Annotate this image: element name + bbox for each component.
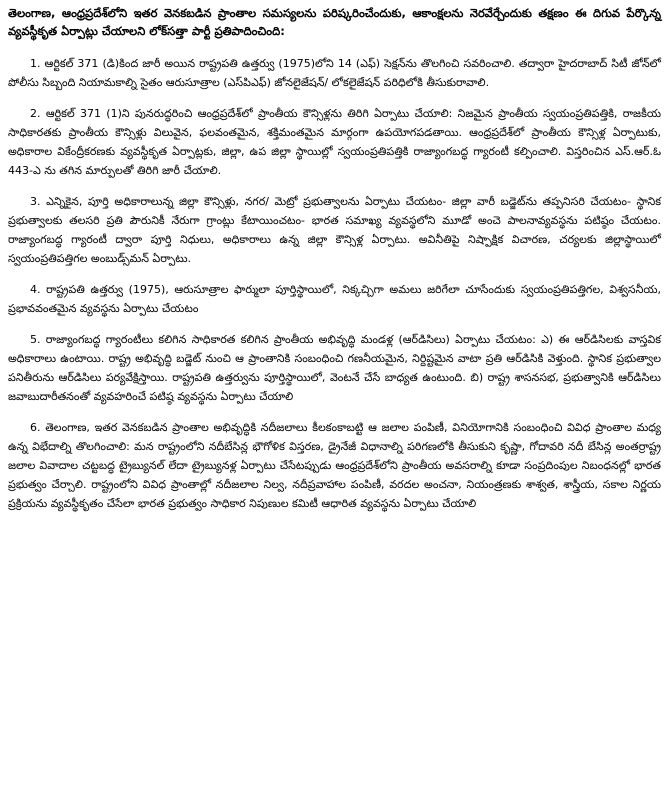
point-text: రాష్ట్రపతి ఉత్తర్వు (1975), ఆరుసూత్రాల ఫార్ములా పూర్తిస్థాయిలో, నిక్కచ్చిగా అమలు జరిగేలా చూసేందుకు స్వయంప్రతిపత్తిగల, విశ్వసనీయ, ప్రభావవంతమైన వ్యవస్థను ఏర్పాటు చేయటం <box>8 283 662 315</box>
point-2 <box>8 104 661 180</box>
point-text: ఎన్నికైన, పూర్తి అధికారాలున్న జిల్లా కౌన్సిళ్లు, నగర/ మెట్రో ప్రభుత్వాలను ఏర్పాటు చేయటం- జిల్లా వారీ బడ్జెట్‌ను తప్పనిసరి చేయటం- స్థానిక ప్రభుత్వాలకు తలసరి ప్రతి పౌరునికీ నేరుగా గ్రాంట్లు కేటాయించటం- భారత సమాఖ్య వ్యవస్థలోని మూడో అంచె పాలనావ్యవస్థను పటిష్ఠం చేయటం. రాజ్యాంగబద్ధ గ్యారంటీ ద్వారా పూర్తి నిధులు, అధికారాలు ఉన్న జిల్లా కౌన్సిళ్ల ఏర్పాటు. అవినీతిపై నిష్పాక్షిక విచారణ, చర్యలకు జిల్లాస్థాయిలో స్వయంప్రతిపత్తిగల అంబుడ్స్‌మన్ ఏర్పాటు. <box>8 195 661 265</box>
point-text: తెలంగాణ, ఇతర వెనకబడిన ప్రాంతాల అభివృద్ధికి నదీజలాలు కీలకంకాబట్టి ఆ జలాల పంపిణీ, వినియోగానికి సంబంధించి వివిధ ప్రాంతాల మధ్య ఉన్న విభేదాల్ని తొలగించాలి: మన రాష్ట్రంలోని నదీబేసిన్ల భౌగోళిక విస్తరణ, డ్రైనేజీ విధానాల్ని పరిగణలోకి తీసుకుని కృష్ణా, గోదావరి నదీ బేసిన్ల అంతర్రాష్ట్ర జలాల వివాదాల చట్టబద్ధ ట్రైబ్యునల్ లేదా ట్రైబ్యునళ్ల ఏర్పాటు చేసేటప్పుడు ఆంధ్రప్రదేశ్‌లోని ప్రాంతీయ అవసరాల్ని కూడా సంప్రదింపుల నిబంధనల్లో భారత ప్రభుత్వం చేర్చాలి. రాష్ట్రంలోని వివిధ ప్రాంతాల్లో నదీజలాల నిల్వ, నదీప్రవాహాల పంపిణీ, వరదల అంచనా, నియంత్రణకు శాశ్వత, శాస్త్రీయ, సకాల నిర్ణయ ప్రక్రియను వ్యవస్థీకృతం చేసేలా భారత ప్రభుత్వం సాధికార నిపుణుల కమిటీ ఆధారిత వ్యవస్థను ఏర్పాటు చేయాలి <box>8 421 661 510</box>
point-3 <box>8 192 661 268</box>
point-number: 1. <box>30 57 41 70</box>
point-5 <box>8 330 661 406</box>
point-text: ఆర్టికల్ 371 (డి)కింద జారీ అయిన రాష్ట్రపతి ఉత్తర్వు (1975)లోని 14 (ఎఫ్) సెక్షన్‌ను తొలగించి సవరించాలి. తద్వారా హైదరాబాద్ సిటీ జోన్‌లో పోలీసు సిబ్బంది నియామకాల్ని సైతం ఆరుసూత్రాల (ఎస్‌పిఎఫ్) జోనలైజేషన్/ లోకలైజేషన్ పరిధిలోకి తీసుకురావాలి. <box>8 57 661 89</box>
point-text: రాజ్యాంగబద్ధ గ్యారంటీలు కలిగిన సాధికారత కలిగిన ప్రాంతీయ అభివృద్ధి మండళ్ల (ఆర్‌డిసిలు) ఏర్పాటు చేయటం: ఎ) ఈ ఆర్‌డిసిలకు వాస్తవిక అధికారాలు ఉంటాయి. రాష్ట్ర అభివృద్ధి బడ్జెట్ నుంచి ఆ ప్రాంతానికి సంబంధించి గణనీయమైన, నిర్దిష్టమైన వాటా ప్రతి ఆర్‌డిసికి వెళ్తుంది. స్థానిక ప్రభుత్వాల పనితీరును ఆర్‌డిసిలు పర్యవేక్షిస్తాయి. రాష్ట్రపతి ఉత్తర్వును పూర్తిస్థాయిలో, వెంటనే చేసే బాధ్యత ఉంటుంది. బి) రాష్ట్ర శాసనసభ, ప్రభుత్వానికి ఆర్‌డిసిలు జవాబుదారీతనంతో వ్యవహరించే పటిష్ఠ వ్యవస్థను ఏర్పాటు చేయాలి <box>8 333 661 403</box>
point-number: 5. <box>30 333 41 346</box>
point-number: 6. <box>30 421 41 434</box>
point-text: ఆర్టికల్ 371 (1)ని పునరుద్ధరించి ఆంధ్రప్రదేశ్‌లో ప్రాంతీయ కౌన్సిళ్లను తిరిగి ఏర్పాటు చేయాలి: నిజమైన ప్రాంతీయ స్వయంప్రతిపత్తికి, రాజకీయ సాధికారతకు ప్రాంతీయ కౌన్సిళ్లు విలువైన, ఫలవంతమైన, శక్తిమంతమైన మార్గంగా ఉపయోగపడతాయి. ఆంధ్రప్రదేశ్‌లో ప్రాంతీయ కౌన్సిళ్ల ఏర్పాటుకు, అధికారాల వికేంద్రీకరణకు వ్యవస్థీకృత ఏర్పాట్లకు, జిల్లా, ఉప జిల్లా స్థాయిల్లో స్వయంప్రతిపత్తికి రాజ్యాంగబద్ధ గ్యారంటీ కల్పించాలి. విస్తరించిన ఎస్.ఆర్.ఓ 443-ఎ ను తగిన మార్పులతో తిరిగి జారీ చేయాలి. <box>8 107 661 177</box>
point-1 <box>8 54 661 92</box>
intro-paragraph: తెలంగాణ, ఆంధ్రప్రదేశ్‌లోని ఇతర వెనకబడిన ప్రాంతాల సమస్యలను పరిష్కరించేందుకు, ఆకాంక్షలను నెరవేర్చేందుకు తక్షణం ఈ దిగువ పేర్కొన్న వ్యవస్థీకృత ఏర్పాట్లు చేయాలని లోక్‌సత్తా పార్టీ ప్రతిపాదించింది: <box>8 6 661 38</box>
point-4 <box>8 280 661 318</box>
point-number: 3. <box>30 195 41 208</box>
point-number: 4. <box>30 283 41 296</box>
point-6 <box>8 418 661 513</box>
point-number: 2. <box>30 107 41 120</box>
